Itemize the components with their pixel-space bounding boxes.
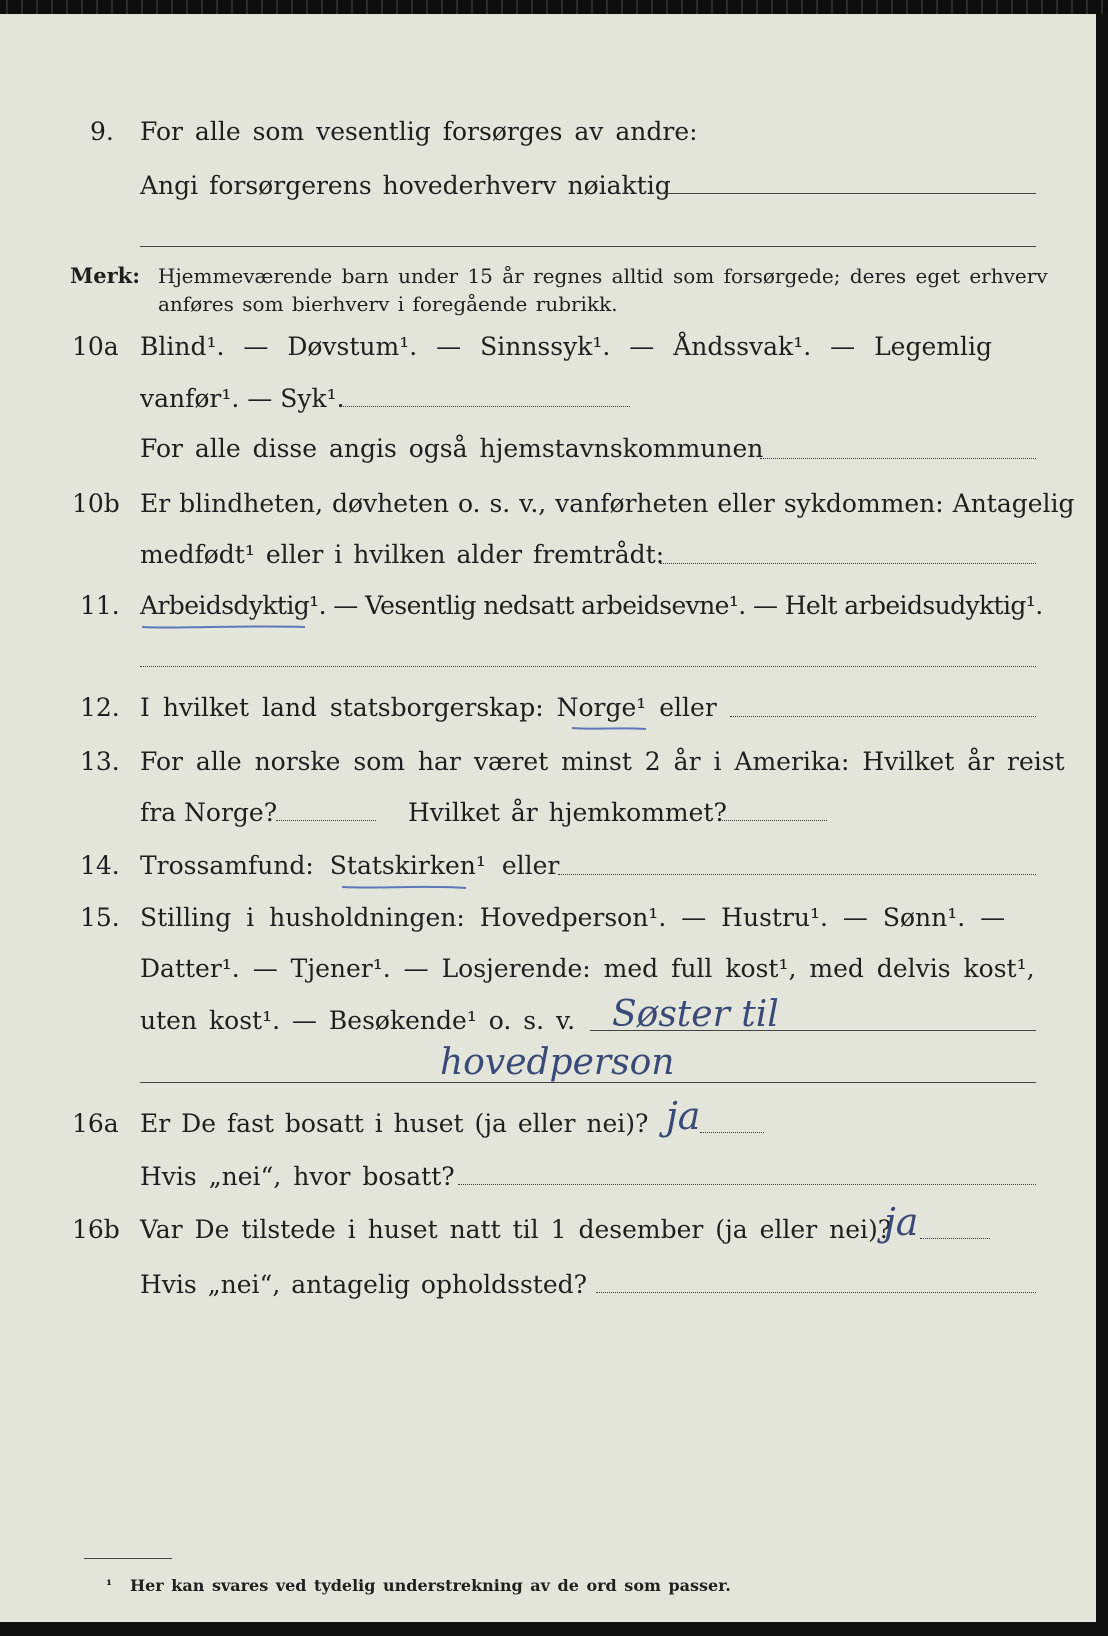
census-form-page: [0, 14, 1096, 1622]
q16a-answer-line[interactable]: [700, 1132, 764, 1133]
q12-line1: I hvilket land statsborgerskap: Norge¹ eller: [140, 693, 717, 722]
q13-line1: For alle norske som har været minst 2 år i Amerika: Hvilket år reist: [140, 747, 1065, 776]
q16a-number: 16a: [72, 1109, 119, 1138]
q10a-syk-answer-line[interactable]: [340, 406, 630, 407]
q11-answer-line[interactable]: [140, 666, 1036, 667]
q13-number: 13.: [80, 747, 120, 776]
q15-answer-line-2[interactable]: [140, 1082, 1036, 1083]
q16a-bosatt-answer-line[interactable]: [458, 1184, 1036, 1185]
q15-line1: Stilling i husholdningen: Hovedperson¹. — Hustru¹. — Sønn¹. —: [140, 903, 1006, 932]
q14-line1: Trossamfund: Statskirken¹ eller: [140, 851, 560, 880]
q9-line1: For alle som vesentlig forsørges av andre:: [140, 117, 698, 146]
q16b-number: 16b: [72, 1215, 120, 1244]
q12-number: 12.: [80, 693, 120, 722]
q13-line2b: Hvilket år hjemkommet?: [408, 798, 727, 827]
scan-top-edge: [0, 0, 1108, 14]
q15-number: 15.: [80, 903, 120, 932]
q13-hjemkommet-answer-line[interactable]: [722, 820, 827, 821]
q11-handwritten-underline: [140, 621, 310, 633]
q10a-line3: For alle disse angis også hjemstavnskommunen: [140, 434, 764, 463]
q13-line2a: fra Norge?: [140, 798, 278, 827]
q15-answer-line[interactable]: [590, 1030, 1036, 1031]
q14-answer-line[interactable]: [558, 874, 1036, 875]
q10a-line1: Blind¹. — Døvstum¹. — Sinnssyk¹. — Åndssvak¹. — Legemlig: [140, 332, 992, 361]
q9-answer-line-2[interactable]: [140, 246, 1036, 247]
q10a-number: 10a: [72, 332, 119, 361]
merk-label: Merk:: [70, 263, 140, 288]
q10b-answer-line[interactable]: [660, 563, 1036, 564]
merk-line1: Hjemmeværende barn under 15 år regnes alltid som forsørgede; deres eget erhverv: [158, 264, 1048, 288]
q16b-line2: Hvis „nei“, antagelig opholdssted?: [140, 1270, 588, 1299]
q10b-line2: medfødt¹ eller i hvilken alder fremtrådt:: [140, 540, 665, 569]
q16a-line1: Er De fast bosatt i huset (ja eller nei)?: [140, 1109, 649, 1138]
q10b-line1: Er blindheten, døvheten o. s. v., vanførheten eller sykdommen: Antagelig: [140, 489, 1075, 518]
q9-number: 9.: [90, 117, 114, 146]
q16b-answer-line[interactable]: [920, 1238, 990, 1239]
q16b-line1: Var De tilstede i huset natt til 1 desember (ja eller nei)?: [140, 1215, 892, 1244]
q15-handwritten-answer-1: Søster til: [612, 994, 779, 1035]
q11-line1: Arbeidsdyktig¹. — Vesentlig nedsatt arbeidsevne¹. — Helt arbeidsudyktig¹.: [140, 591, 1043, 620]
merk-line2: anføres som bierhverv i foregående rubrikk.: [158, 292, 618, 316]
q16b-handwritten-answer: ja: [884, 1200, 919, 1244]
footnote-rule: [84, 1558, 172, 1559]
q16b-opholdssted-answer-line[interactable]: [596, 1292, 1036, 1293]
q16a-handwritten-answer: ja: [666, 1094, 701, 1138]
q10b-number: 10b: [72, 489, 120, 518]
q10a-hjemstavn-answer-line[interactable]: [760, 458, 1036, 459]
q12-answer-line[interactable]: [730, 716, 1036, 717]
q15-line3: uten kost¹. — Besøkende¹ o. s. v.: [140, 1006, 576, 1035]
q9-answer-line[interactable]: [660, 193, 1036, 194]
q12-handwritten-underline: [570, 724, 650, 734]
footnote-mark: ¹: [106, 1578, 113, 1594]
q11-number: 11.: [80, 591, 120, 620]
q14-number: 14.: [80, 851, 120, 880]
q9-line2: Angi forsørgerens hovederhverv nøiaktig: [140, 171, 671, 200]
footnote-text: Her kan svares ved tydelig understrekning av de ord som passer.: [130, 1576, 731, 1595]
q15-handwritten-answer-2: hovedperson: [440, 1042, 675, 1083]
q14-handwritten-underline: [340, 882, 470, 892]
q15-line2: Datter¹. — Tjener¹. — Losjerende: med full kost¹, med delvis kost¹,: [140, 954, 1035, 983]
q13-reist-answer-line[interactable]: [276, 820, 376, 821]
q16a-line2: Hvis „nei“, hvor bosatt?: [140, 1162, 455, 1191]
q10a-line2: vanfør¹. — Syk¹.: [140, 384, 345, 413]
